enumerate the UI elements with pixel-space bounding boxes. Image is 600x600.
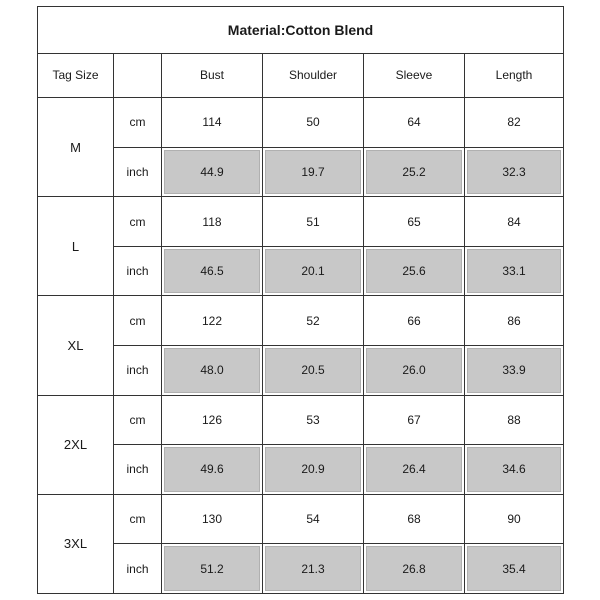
bust-cm-value: 126 <box>162 395 263 445</box>
length-inch-cell <box>465 246 564 296</box>
bust-inch-value: 44.9 <box>164 150 260 195</box>
sleeve-inch-value: 26.0 <box>366 348 462 393</box>
size-chart-body <box>38 7 564 594</box>
bust-cm-value: 118 <box>162 197 263 247</box>
bust-inch-cell <box>162 246 263 296</box>
size-cm-row <box>38 296 564 346</box>
size-cm-row <box>38 197 564 247</box>
shoulder-inch-value: 20.1 <box>265 249 361 294</box>
length-inch-cell <box>465 445 564 495</box>
bust-inch-value: 48.0 <box>164 348 260 393</box>
unit-label-cm: cm <box>114 197 162 247</box>
length-cm-value: 82 <box>465 98 564 148</box>
unit-label-cm: cm <box>114 98 162 148</box>
header-row <box>38 53 564 98</box>
size-cm-row <box>38 494 564 544</box>
length-cm-value: 88 <box>465 395 564 445</box>
shoulder-header: Shoulder <box>263 53 364 98</box>
bust-inch-cell <box>162 445 263 495</box>
sleeve-inch-value: 25.6 <box>366 249 462 294</box>
title-row <box>38 7 564 54</box>
bust-inch-value: 51.2 <box>164 546 260 591</box>
unit-label-cm: cm <box>114 395 162 445</box>
sleeve-inch-cell <box>364 147 465 197</box>
size-chart-table <box>37 6 564 594</box>
size-inch-row <box>38 345 564 395</box>
sleeve-inch-cell <box>364 445 465 495</box>
unit-label-inch: inch <box>114 445 162 495</box>
unit-label-inch: inch <box>114 544 162 594</box>
tag-size-cell: L <box>38 197 114 296</box>
length-cm-value: 86 <box>465 296 564 346</box>
size-cm-row <box>38 395 564 445</box>
sleeve-inch-value: 26.8 <box>366 546 462 591</box>
shoulder-inch-value: 20.5 <box>265 348 361 393</box>
bust-cm-value: 122 <box>162 296 263 346</box>
size-inch-row <box>38 147 564 197</box>
bust-cm-value: 114 <box>162 98 263 148</box>
length-inch-cell <box>465 147 564 197</box>
unit-label-cm: cm <box>114 494 162 544</box>
length-inch-cell <box>465 345 564 395</box>
length-inch-cell <box>465 544 564 594</box>
shoulder-inch-cell <box>263 246 364 296</box>
sleeve-inch-cell <box>364 544 465 594</box>
size-cm-row <box>38 98 564 148</box>
bust-cm-value: 130 <box>162 494 263 544</box>
shoulder-inch-cell <box>263 445 364 495</box>
size-inch-row <box>38 544 564 594</box>
sleeve-inch-cell <box>364 246 465 296</box>
sleeve-inch-value: 26.4 <box>366 447 462 492</box>
tag-size-cell: 2XL <box>38 395 114 494</box>
length-inch-value: 35.4 <box>467 546 561 591</box>
length-inch-value: 32.3 <box>467 150 561 195</box>
shoulder-inch-cell <box>263 147 364 197</box>
length-cm-value: 90 <box>465 494 564 544</box>
unit-label-inch: inch <box>114 246 162 296</box>
bust-inch-value: 46.5 <box>164 249 260 294</box>
material-title: Material:Cotton Blend <box>38 7 564 54</box>
length-inch-value: 33.1 <box>467 249 561 294</box>
shoulder-inch-cell <box>263 345 364 395</box>
shoulder-cm-value: 50 <box>263 98 364 148</box>
bust-inch-cell <box>162 147 263 197</box>
bust-inch-value: 49.6 <box>164 447 260 492</box>
length-inch-value: 33.9 <box>467 348 561 393</box>
shoulder-cm-value: 54 <box>263 494 364 544</box>
tag-size-cell: XL <box>38 296 114 395</box>
length-cm-value: 84 <box>465 197 564 247</box>
unit-label-inch: inch <box>114 147 162 197</box>
shoulder-cm-value: 51 <box>263 197 364 247</box>
sleeve-cm-value: 67 <box>364 395 465 445</box>
length-header: Length <box>465 53 564 98</box>
shoulder-inch-value: 19.7 <box>265 150 361 195</box>
bust-inch-cell <box>162 544 263 594</box>
unit-label-cm: cm <box>114 296 162 346</box>
unit-label-inch: inch <box>114 345 162 395</box>
shoulder-inch-cell <box>263 544 364 594</box>
sleeve-inch-value: 25.2 <box>366 150 462 195</box>
shoulder-inch-value: 21.3 <box>265 546 361 591</box>
sleeve-cm-value: 65 <box>364 197 465 247</box>
shoulder-inch-value: 20.9 <box>265 447 361 492</box>
shoulder-cm-value: 53 <box>263 395 364 445</box>
tag-size-cell: 3XL <box>38 494 114 593</box>
size-inch-row <box>38 445 564 495</box>
sleeve-cm-value: 64 <box>364 98 465 148</box>
sleeve-cm-value: 66 <box>364 296 465 346</box>
shoulder-cm-value: 52 <box>263 296 364 346</box>
unit-header <box>114 53 162 98</box>
size-inch-row <box>38 246 564 296</box>
tag-size-cell: M <box>38 98 114 197</box>
bust-header: Bust <box>162 53 263 98</box>
length-inch-value: 34.6 <box>467 447 561 492</box>
tag-size-header: Tag Size <box>38 53 114 98</box>
sleeve-header: Sleeve <box>364 53 465 98</box>
sleeve-cm-value: 68 <box>364 494 465 544</box>
sleeve-inch-cell <box>364 345 465 395</box>
bust-inch-cell <box>162 345 263 395</box>
